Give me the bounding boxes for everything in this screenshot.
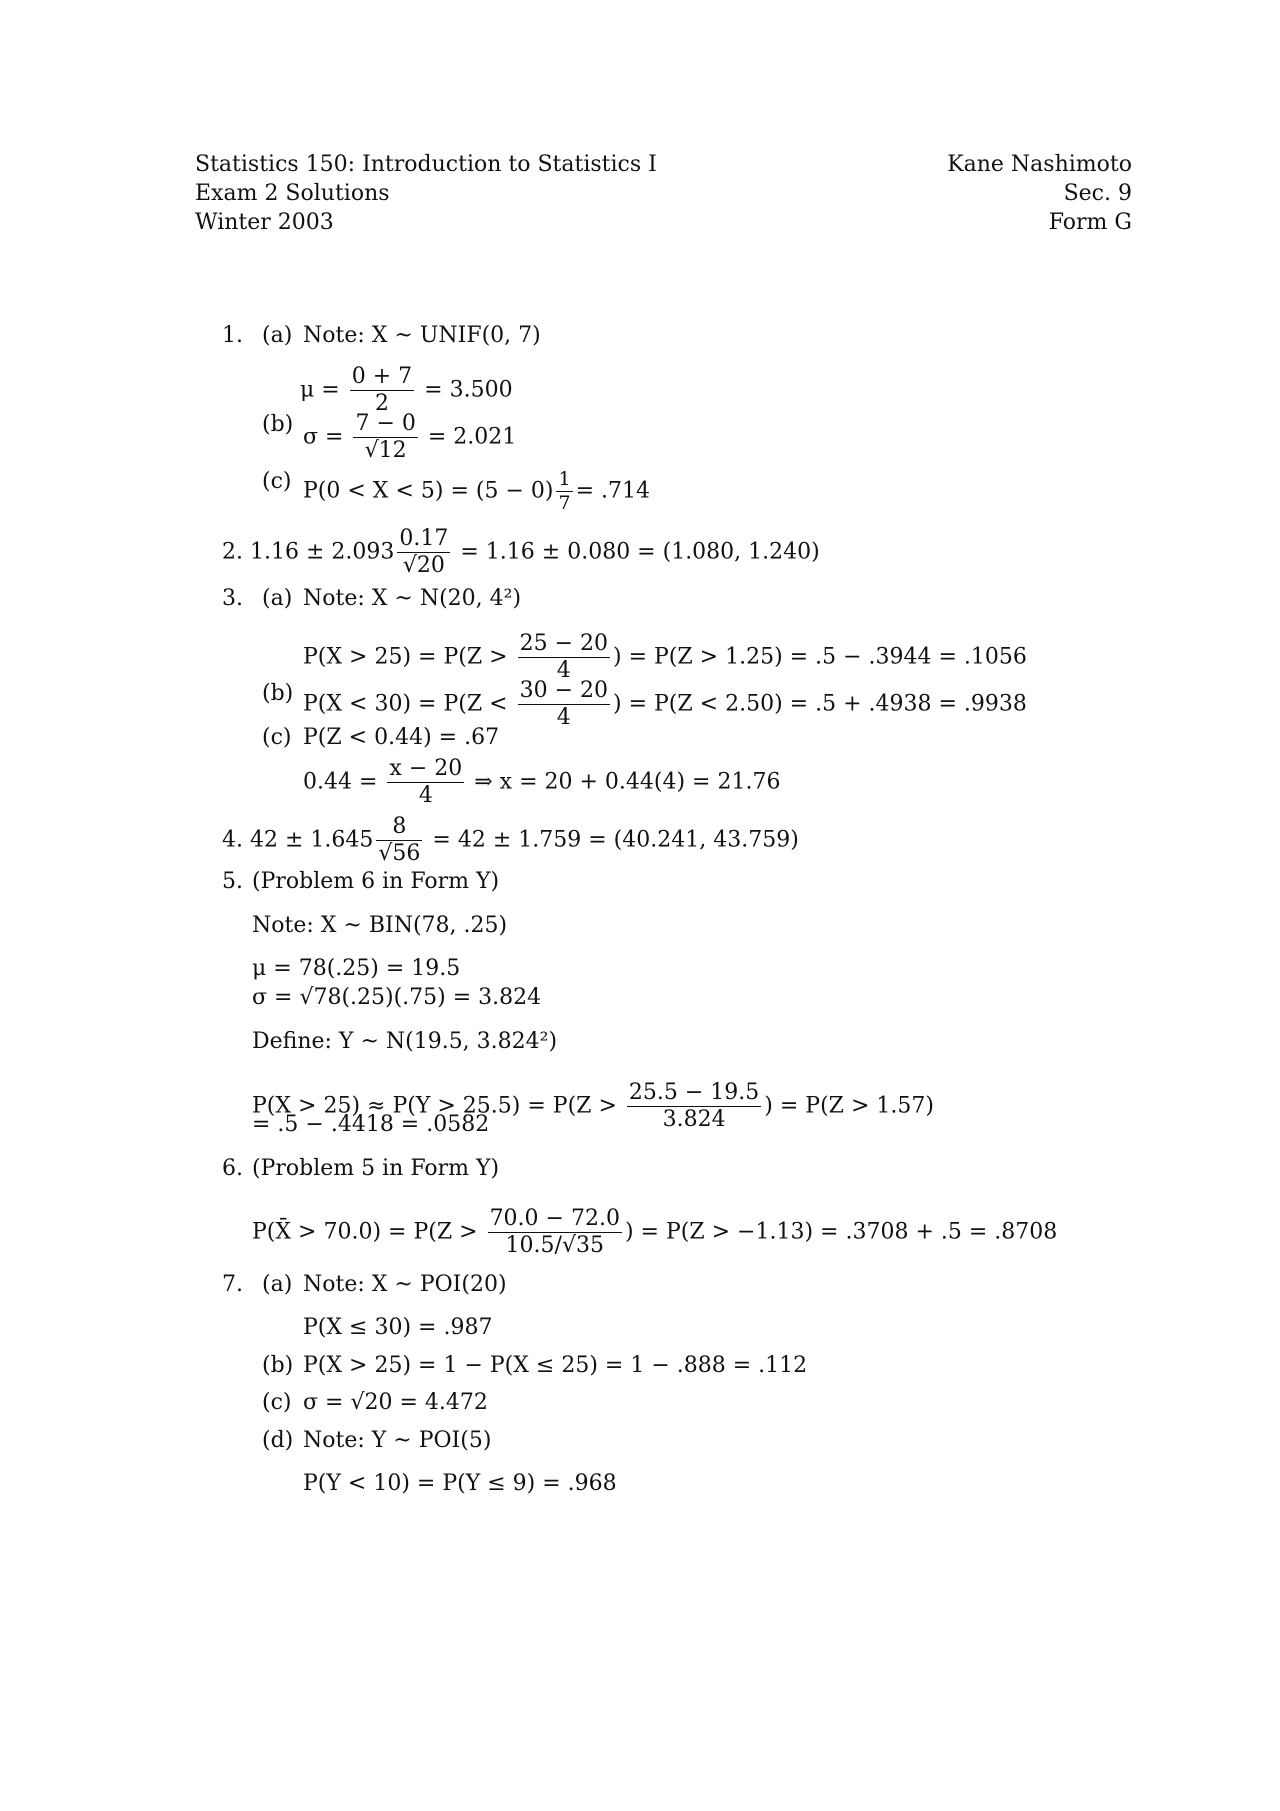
problem-7a-prob: P(X ≤ 30) = .987 — [303, 1315, 493, 1340]
problem-7-number: 7. — [222, 1272, 243, 1297]
problem-7a-note: Note: X ~ POI(20) — [303, 1272, 507, 1297]
problem-1a-note: Note: X ~ UNIF(0, 7) — [303, 323, 541, 348]
exam-title: Exam 2 Solutions — [195, 181, 390, 206]
problem-2: 2. 1.16 ± 2.093 $\frac{0.17}{√20}$ = 1.16 ± 0.080 = (1.080, 1.240) — [222, 526, 820, 578]
problem-1c-prob: P(0 < X < 5) = (5 − 0) $\frac{1}{7}$ = .714 — [303, 468, 650, 514]
problem-5-number: 5. — [222, 869, 243, 894]
problem-6-number: 6. — [222, 1156, 243, 1181]
problem-7b-label: (b) — [262, 1353, 294, 1378]
mean-fraction: $\frac{0 + 7}{2}$ — [351, 364, 413, 416]
problem-7c-sigma: σ = √20 = 4.472 — [303, 1390, 488, 1415]
problem-1b-sigma: σ = $\frac{7 - 0}{√12}$ = 2.021 — [303, 411, 517, 463]
problem-5-mu: μ = 78(.25) = 19.5 — [252, 956, 461, 981]
problem-5-sigma: σ = √78(.25)(.75) = 3.824 — [252, 985, 542, 1010]
sigma-fraction: $\frac{7 - 0}{√12}$ — [355, 411, 416, 463]
problem-5-result: = .5 − .4418 = .0582 — [252, 1112, 490, 1137]
problem-3-number: 3. — [222, 586, 243, 611]
problem-1b-label: (b) — [262, 412, 294, 437]
header-right — [947, 150, 1132, 237]
problem-3c-label: (c) — [262, 725, 292, 750]
form: Form G — [1048, 210, 1132, 235]
problem-3a-note: Note: X ~ N(20, 4²) — [303, 586, 522, 611]
problem-7c-label: (c) — [262, 1390, 292, 1415]
problem-3a-prob: P(X > 25) = P(Z > $\frac{25 - 20}{4}$ ) = P(Z > 1.25) = .5 − .3944 = .1056 — [303, 631, 1027, 683]
problem-4: 4. 42 ± 1.645 $\frac{8}{√56}$ = 42 ± 1.759 = (40.241, 43.759) — [222, 814, 799, 866]
problem-1a-mean: μ = $\frac{0 + 7}{2}$ = 3.500 — [300, 364, 513, 416]
problem-1-number: 1. — [222, 323, 243, 348]
problem-7d-label: (d) — [262, 1428, 294, 1453]
problem-5-define: Define: Y ~ N(19.5, 3.824²) — [252, 1029, 558, 1054]
problem-3a-label: (a) — [262, 586, 293, 611]
term: Winter 2003 — [195, 210, 334, 235]
course-title: Statistics 150: Introduction to Statistics I — [195, 152, 657, 177]
problem-7d-note: Note: Y ~ POI(5) — [303, 1428, 492, 1453]
section: Sec. 9 — [1063, 181, 1132, 206]
problem-1a-label: (a) — [262, 323, 293, 348]
one-seventh-fraction: $\frac{1}{7}$ — [558, 468, 571, 514]
header-left — [195, 150, 657, 237]
problem-7a-label: (a) — [262, 1272, 293, 1297]
problem-3c-line2: 0.44 = $\frac{x - 20}{4}$ ⇒ x = 20 + 0.44(4) = 21.76 — [303, 756, 781, 808]
problem-3c-line1: P(Z < 0.44) = .67 — [303, 725, 500, 750]
problem-7d-prob: P(Y < 10) = P(Y ≤ 9) = .968 — [303, 1471, 617, 1496]
problem-6-prob: P(X̄ > 70.0) = P(Z > $\frac{70.0 - 72.0}{10.5/√35}$ ) = P(Z > −1.13) = .3708 + .5 = .8708 — [252, 1206, 1058, 1258]
problem-5-title: (Problem 6 in Form Y) — [252, 869, 500, 894]
problem-3b-label: (b) — [262, 681, 294, 706]
problem-7b-prob: P(X > 25) = 1 − P(X ≤ 25) = 1 − .888 = .112 — [303, 1353, 808, 1378]
problem-5-note: Note: X ~ BIN(78, .25) — [252, 913, 508, 938]
problem-5-prob: P(X > 25) ≈ P(Y > 25.5) = P(Z > $\frac{25.5 - 19.5}{3.824}$ ) = P(Z > 1.57) — [252, 1080, 934, 1132]
student-name: Kane Nashimoto — [947, 152, 1132, 177]
ci-fraction: $\frac{0.17}{√20}$ — [399, 526, 449, 578]
problem-6-title: (Problem 5 in Form Y) — [252, 1156, 500, 1181]
problem-1c-label: (c) — [262, 469, 292, 494]
problem-3b-prob: P(X < 30) = P(Z < $\frac{30 - 20}{4}$ ) = P(Z < 2.50) = .5 + .4938 = .9938 — [303, 678, 1027, 730]
